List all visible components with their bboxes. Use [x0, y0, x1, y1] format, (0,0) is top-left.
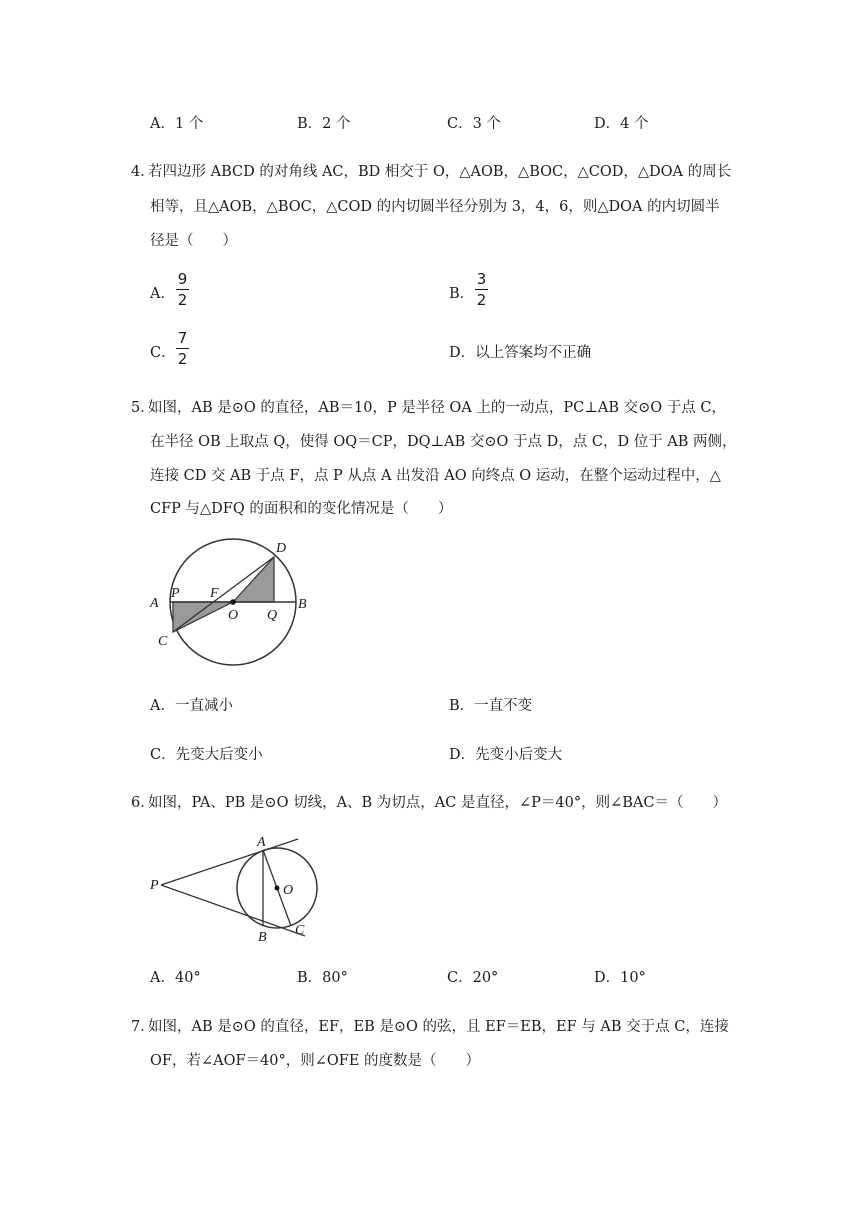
- q5-stem-line2: 在半径 OB 上取点 Q，使得 OQ＝CP，DQ⊥AB 交⊙O 于点 D，点 C，D 位于 AB 两侧，: [150, 434, 737, 450]
- q6-label-o: O: [283, 883, 294, 898]
- q6-option-c[interactable]: C．20°: [447, 970, 499, 986]
- q4-number: 4．: [131, 164, 155, 180]
- q6-label-b: B: [258, 930, 267, 944]
- q4-option-a-denominator: 2: [177, 291, 188, 309]
- q6-label-c: C: [295, 923, 305, 938]
- q5-label-p: P: [171, 586, 180, 601]
- q5-option-b[interactable]: B．一直不变: [449, 698, 533, 714]
- q4-option-b-fraction[interactable]: [475, 270, 488, 309]
- q3-option-c[interactable]: C．3 个: [447, 116, 501, 132]
- q7-stem-line2: OF，若∠AOF＝40°，则∠OFE 的度数是（ ）: [150, 1053, 481, 1069]
- fraction-bar: [176, 289, 189, 290]
- q5-label-b: B: [298, 597, 307, 612]
- q4-option-c-fraction[interactable]: [176, 329, 189, 368]
- q4-option-a-label[interactable]: A．: [150, 286, 175, 302]
- q5-triangle-cfp: [173, 602, 233, 632]
- q5-label-d: D: [276, 541, 287, 556]
- q4-option-b-label[interactable]: B．: [449, 286, 475, 302]
- q6-label-a: A: [257, 835, 266, 850]
- q4-option-b-denominator: 2: [476, 291, 487, 309]
- q5-label-f: F: [210, 586, 219, 601]
- q4-option-b-numerator: 3: [476, 270, 487, 288]
- q5-label-q: Q: [267, 608, 278, 623]
- q3-option-b[interactable]: B．2 个: [297, 116, 351, 132]
- q6-center-point: [275, 886, 280, 891]
- q6-number: 6．: [131, 795, 155, 811]
- q5-label-o: O: [228, 608, 239, 623]
- q6-option-a[interactable]: A．40°: [150, 970, 201, 986]
- q4-option-d[interactable]: D．以上答案均不正确: [449, 345, 592, 361]
- q3-option-d[interactable]: D．4 个: [594, 116, 649, 132]
- q6-label-p: P: [150, 878, 159, 893]
- q4-stem-line2: 相等，且△AOB，△BOC，△COD 的内切圆半径分别为 3，4，6，则△DOA 的内切圆半: [150, 199, 720, 215]
- q5-triangle-dfq: [233, 557, 274, 602]
- q5-stem-line3: 连接 CD 交 AB 于点 F，点 P 从点 A 出发沿 AO 向终点 O 运动，在整个运动过程中，△: [150, 468, 721, 484]
- q4-option-a-numerator: 9: [177, 270, 188, 288]
- q4-stem-line3: 径是（ ）: [150, 233, 237, 249]
- q6-option-b[interactable]: B．80°: [297, 970, 348, 986]
- q5-option-d[interactable]: D．先变小后变大: [449, 747, 563, 763]
- q5-stem-line4: CFP 与△DFQ 的面积和的变化情况是（ ）: [150, 501, 453, 517]
- q6-stem-line1: 如图，PA、PB 是⊙O 切线，A、B 为切点，AC 是直径，∠P＝40°，则∠BAC＝（ ）: [148, 795, 727, 811]
- q6-figure: [145, 828, 330, 944]
- q5-number: 5．: [131, 400, 155, 416]
- q5-label-c: C: [158, 634, 168, 649]
- q5-center-point: [230, 599, 236, 605]
- q4-option-c-numerator: 7: [177, 329, 188, 347]
- q6-tangent-pa: [161, 839, 298, 885]
- q7-number: 7．: [131, 1019, 155, 1035]
- fraction-bar: [176, 348, 189, 349]
- q5-option-a[interactable]: A．一直减小: [150, 698, 233, 714]
- fraction-bar: [475, 289, 488, 290]
- q6-option-d[interactable]: D．10°: [594, 970, 646, 986]
- q5-stem-line1: 如图，AB 是⊙O 的直径，AB＝10，P 是半径 OA 上的一动点，PC⊥AB 交⊙O 于点 C，: [148, 400, 726, 416]
- q3-option-a[interactable]: A．1 个: [150, 116, 204, 132]
- q5-option-c[interactable]: C．先变大后变小: [150, 747, 263, 763]
- q5-figure: [140, 528, 320, 674]
- q5-label-a: A: [150, 596, 159, 611]
- q4-option-a-fraction[interactable]: [176, 270, 189, 309]
- q7-stem-line1: 如图，AB 是⊙O 的直径，EF，EB 是⊙O 的弦，且 EF＝EB，EF 与 AB 交于点 C，连接: [148, 1019, 729, 1035]
- q4-stem-line1: 若四边形 ABCD 的对角线 AC，BD 相交于 O，△AOB，△BOC，△COD，△DOA 的周长: [148, 164, 732, 180]
- q4-option-c-denominator: 2: [177, 350, 188, 368]
- q4-option-c-label[interactable]: C．: [150, 345, 176, 361]
